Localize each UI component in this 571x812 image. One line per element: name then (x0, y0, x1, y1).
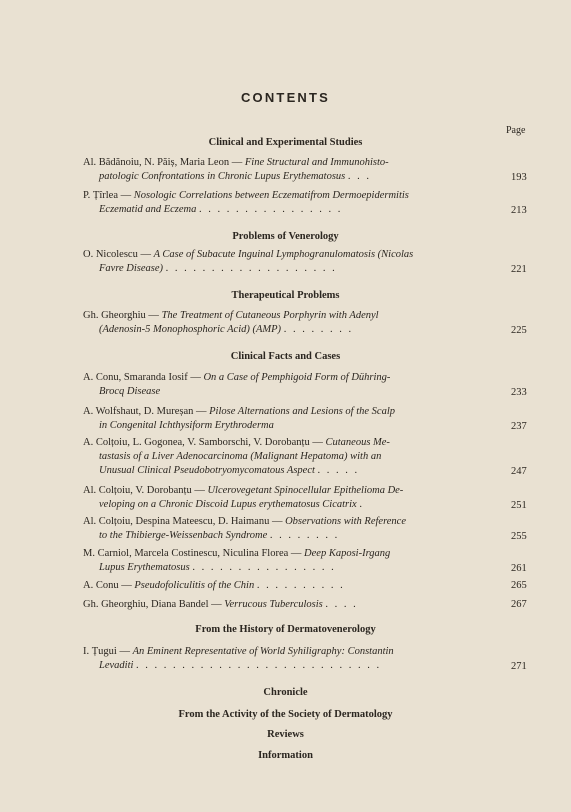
entry-title-cont: tastasis of a Liver Adenocarcinoma (Malignant Hepatoma) with an (99, 451, 382, 462)
entry-title-cont: in Congenital Ichthysiform Erythroderma (99, 420, 274, 431)
entry-page-number: 265 (511, 580, 527, 591)
entry-title: The Treatment of Cutaneous Porphyrin with Adenyl (161, 310, 379, 321)
section-heading: Clinical and Experimental Studies (208, 137, 363, 148)
entry-author: A. Conu — (83, 580, 132, 591)
entry-page-number: 261 (511, 563, 527, 574)
toc-entry: Gh. Gheorghiu — The Treatment of Cutaneous Porphyrin with Adenyl (Adenosin-5 Monophosphoric Acid) (AMP) . . . . . . . . (83, 310, 379, 335)
entry-author: A. Colțoiu, L. Gogonea, V. Samborschi, V. Dorobanțu — (83, 437, 323, 448)
toc-entry: Al. Colțoiu, V. Dorobanțu — Ulcerovegetant Spinocellular Epithelioma De- veloping on a Chronic Discoid Lupus erythematosus Cicatrix . (83, 485, 404, 510)
toc-entry: I. Țugui — An Eminent Representative of World Syhiligraphy: Constantin Levaditi . . . . . . . . . . . . . . . . . . . . . . . . . . . (83, 646, 394, 671)
toc-entry (83, 371, 503, 399)
entry-title: An Eminent Representative of World Syhiligraphy: Constantin (132, 646, 394, 657)
entry-title: Ulcerovegetant Spinocellular Epithelioma De- (207, 485, 404, 496)
entry-title-cont: veloping on a Chronic Discoid Lupus erythematosus Cicatrix (99, 499, 357, 510)
entry-page-number: 267 (511, 599, 527, 610)
entry-page-number: 251 (511, 500, 527, 511)
toc-entry: Gh. Gheorghiu, Diana Bandel — Verrucous Tuberculosis . . . . (83, 599, 358, 610)
entry-author: Al. Colțoiu, V. Dorobanțu — (83, 485, 205, 496)
tail-heading-chronicle: Chronicle (263, 687, 308, 698)
section-heading: From the History of Dermatovenerology (195, 624, 376, 635)
section-heading: Therapeutical Problems (231, 290, 340, 301)
entry-page-number: 271 (511, 661, 527, 672)
entry-author: P. Țîrlea — (83, 190, 132, 201)
entry-title-cont: Eczematid and Eczema (99, 204, 197, 215)
entry-page-number: 193 (511, 172, 527, 183)
entry-title: Deep Kaposi-Irgang (304, 548, 391, 559)
entry-author: Al. Colțoiu, Despina Mateescu, D. Haimanu — (83, 516, 283, 527)
entry-title-cont: Unusual Clinical Pseudobotryomycomatous Aspect (99, 465, 315, 476)
entry-page-number: 255 (511, 531, 527, 542)
entry-page-number: 237 (511, 421, 527, 432)
entry-title-cont: patologic Confrontations in Chronic Lupus Erythematosus (99, 171, 346, 182)
entry-page-number: 225 (511, 325, 527, 336)
entry-title: Fine Structural and Immunohisto- (244, 157, 389, 168)
entry-title: A Case of Subacute Inguinal Lymphogranulomatosis (Nicolas (153, 249, 414, 260)
tail-heading-information: Information (258, 750, 313, 761)
entry-title-cont: Brocq Disease (99, 386, 161, 397)
entry-author: I. Țugui — (83, 646, 130, 657)
entry-author: A. Conu, Smaranda Iosif — (83, 372, 201, 383)
section-heading: Problems of Venerology (232, 231, 339, 242)
entry-page-number: 213 (511, 205, 527, 216)
entry-author: M. Carniol, Marcela Costinescu, Niculina Florea — (83, 548, 302, 559)
entry-author: Gh. Gheorghiu, Diana Bandel — (83, 599, 222, 610)
page-column-label: Page (506, 125, 526, 136)
entry-title: Pseudofoliculitis of the Chin (134, 580, 255, 591)
entry-title: Nosologic Correlations between Eczematifrom Dermoepidermitis (133, 190, 409, 201)
entry-title-cont: Favre Disease) (99, 263, 164, 274)
entry-page-number: 221 (511, 264, 527, 275)
tail-heading-society: From the Activity of the Society of Dermatology (178, 709, 393, 720)
entry-author: A. Wolfshaut, D. Mureșan — (83, 406, 207, 417)
toc-entry: A. Colțoiu, L. Gogonea, V. Samborschi, V. Dorobanțu — Cutaneous Me- tastasis of a Liver Adenocarcinoma (Malignant Hepatoma) with an Unusual Clinical Pseudobotryomycomatous Aspect . . . . . (83, 437, 390, 476)
tail-heading-reviews: Reviews (267, 729, 304, 740)
entry-title-cont: (Adenosin-5 Monophosphoric Acid) (AMP) (99, 324, 282, 335)
entry-title: Observations with Reference (285, 516, 407, 527)
toc-entry: O. Nicolescu — A Case of Subacute Inguinal Lymphogranulomatosis (Nicolas Favre Disease) . . . . . . . . . . . . . . . . . . . (83, 249, 414, 274)
entry-page-number: 247 (511, 466, 527, 477)
entry-title-cont: Lupus Erythematosus (99, 562, 190, 573)
entry-title: Cutaneous Me- (325, 437, 390, 448)
entry-author: O. Nicolescu — (83, 249, 151, 260)
toc-entry: Al. Colțoiu, Despina Mateescu, D. Haimanu — Observations with Reference to the Thibierge-Weissenbach Syndrome . . . . . . . . (83, 516, 407, 541)
toc-entry: A. Conu — Pseudofoliculitis of the Chin . . . . . . . . . . (83, 580, 345, 591)
entry-title: Pilose Alternations and Lesions of the Scalp (209, 406, 396, 417)
page-title: CONTENTS (240, 90, 331, 105)
entry-title-cont: to the Thibierge-Weissenbach Syndrome (99, 530, 268, 541)
toc-entry: P. Țîrlea — Nosologic Correlations between Eczematifrom Dermoepidermitis Eczematid and Eczema . . . . . . . . . . . . . . . . (83, 190, 409, 215)
entry-title-cont: Levaditi (99, 660, 134, 671)
toc-entry: Al. Bădănoiu, N. Păiș, Maria Leon — Fine Structural and Immunohisto- patologic Confrontations in Chronic Lupus Erythematosus . . . (83, 157, 389, 182)
entry-author: Al. Bădănoiu, N. Păiș, Maria Leon — (83, 157, 243, 168)
section-heading: Clinical Facts and Cases (230, 351, 341, 362)
toc-entry (83, 405, 503, 433)
entry-author: Gh. Gheorghiu — (83, 310, 159, 321)
entry-page-number: 233 (511, 387, 527, 398)
entry-title: Verrucous Tuberculosis (224, 599, 323, 610)
entry-title: On a Case of Pemphigoid Form of Dühring- (203, 372, 391, 383)
toc-entry: M. Carniol, Marcela Costinescu, Niculina Florea — Deep Kaposi-Irgang Lupus Erythematosus . . . . . . . . . . . . . . . . (83, 548, 391, 573)
